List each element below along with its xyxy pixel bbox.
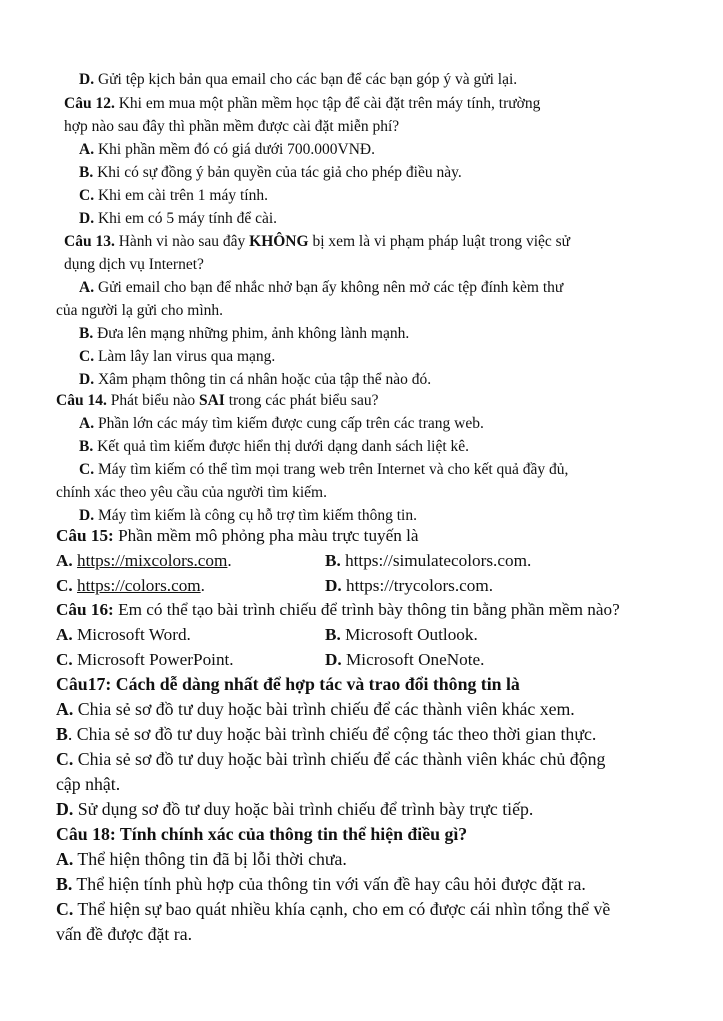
q17-option-b: B. Chia sẻ sơ đồ tư duy hoặc bài trình chiếu để cộng tác theo thời gian thực. [56, 724, 597, 744]
q15-link-c[interactable]: https://colors.com [77, 576, 201, 595]
q17-option-c: C. Chia sẻ sơ đồ tư duy hoặc bài trình chiếu để các thành viên khác chủ động [56, 749, 606, 769]
q16-option-d: D. Microsoft OneNote. [325, 650, 485, 669]
q14-stem: Câu 14. Phát biểu nào SAI trong các phát biểu sau? [56, 392, 379, 409]
q14-option-b: B. Kết quả tìm kiếm được hiển thị dưới dạng danh sách liệt kê. [79, 438, 470, 455]
q12-option-c: C. Khi em cài trên 1 máy tính. [79, 187, 268, 204]
q13-option-a: A. Gửi email cho bạn để nhắc nhở bạn ấy không nên mở các tệp đính kèm thư [79, 279, 564, 296]
q13-stem-line1: Câu 13. Hành vi nào sau đây KHÔNG bị xem là vi phạm pháp luật trong việc sử [64, 233, 571, 250]
q14-option-a: A. Phần lớn các máy tìm kiếm được cung cấp trên các trang web. [79, 415, 484, 432]
q15-stem: Câu 15: Phần mềm mô phỏng pha màu trực tuyến là [56, 526, 419, 545]
q17-option-c-line2: cập nhật. [56, 774, 121, 794]
q12-option-d: D. Khi em có 5 máy tính để cài. [79, 210, 278, 227]
q15-option-b: B. https://simulatecolors.com. [325, 551, 532, 570]
q18-option-c: C. Thể hiện sự bao quát nhiều khía cạnh, cho em có được cái nhìn tổng thể về [56, 899, 611, 919]
q16-stem: Câu 16: Em có thể tạo bài trình chiếu để trình bày thông tin bằng phần mềm nào? [56, 600, 620, 619]
q15-option-d: D. https://trycolors.com. [325, 576, 494, 595]
q13-stem-line2: dụng dịch vụ Internet? [64, 256, 204, 273]
q15-link-a[interactable]: https://mixcolors.com [77, 551, 228, 570]
q17-stem: Câu17: Cách dễ dàng nhất để hợp tác và trao đổi thông tin là [56, 674, 520, 694]
q13-option-c: C. Làm lây lan virus qua mạng. [79, 348, 276, 365]
q16-option-b: B. Microsoft Outlook. [325, 625, 478, 644]
q15-option-c: C. https://colors.com. [56, 576, 205, 595]
q11-option-d: D. Gửi tệp kịch bản qua email cho các bạn để các bạn góp ý và gửi lại. [79, 71, 518, 88]
q12-stem-line2: hợp nào sau đây thì phần mềm được cài đặt miễn phí? [64, 118, 400, 135]
q16-option-a: A. Microsoft Word. [56, 625, 191, 644]
q13-option-d: D. Xâm phạm thông tin cá nhân hoặc của tập thể nào đó. [79, 371, 432, 388]
q18-stem: Câu 18: Tính chính xác của thông tin thể hiện điều gì? [56, 824, 468, 844]
q18-option-c-line2: vấn đề được đặt ra. [56, 924, 193, 944]
q17-option-a: A. Chia sẻ sơ đồ tư duy hoặc bài trình chiếu để các thành viên khác xem. [56, 699, 575, 719]
q12-stem-line1: Câu 12. Khi em mua một phần mềm học tập để cài đặt trên máy tính, trường [64, 95, 541, 112]
q14-option-c-line2: chính xác theo yêu cầu của người tìm kiếm. [56, 484, 327, 501]
q17-option-d: D. Sử dụng sơ đồ tư duy hoặc bài trình chiếu để trình bày trực tiếp. [56, 799, 534, 819]
q12-option-b: B. Khi có sự đồng ý bản quyền của tác giả cho phép điều này. [79, 164, 462, 181]
q14-option-d: D. Máy tìm kiếm là công cụ hỗ trợ tìm kiếm thông tin. [79, 507, 417, 524]
q13-option-b: B. Đưa lên mạng những phim, ảnh không lành mạnh. [79, 325, 410, 342]
q15-option-a: A. https://mixcolors.com. [56, 551, 232, 570]
q14-option-c: C. Máy tìm kiếm có thể tìm mọi trang web trên Internet và cho kết quả đầy đủ, [79, 461, 569, 478]
q13-option-a-line2: của người lạ gửi cho mình. [56, 302, 224, 319]
q18-option-b: B. Thể hiện tính phù hợp của thông tin với vấn đề hay câu hỏi được đặt ra. [56, 874, 586, 894]
q18-option-a: A. Thể hiện thông tin đã bị lỗi thời chưa. [56, 849, 347, 869]
q16-option-c: C. Microsoft PowerPoint. [56, 650, 234, 669]
q12-option-a: A. Khi phần mềm đó có giá dưới 700.000VNĐ. [79, 141, 376, 158]
